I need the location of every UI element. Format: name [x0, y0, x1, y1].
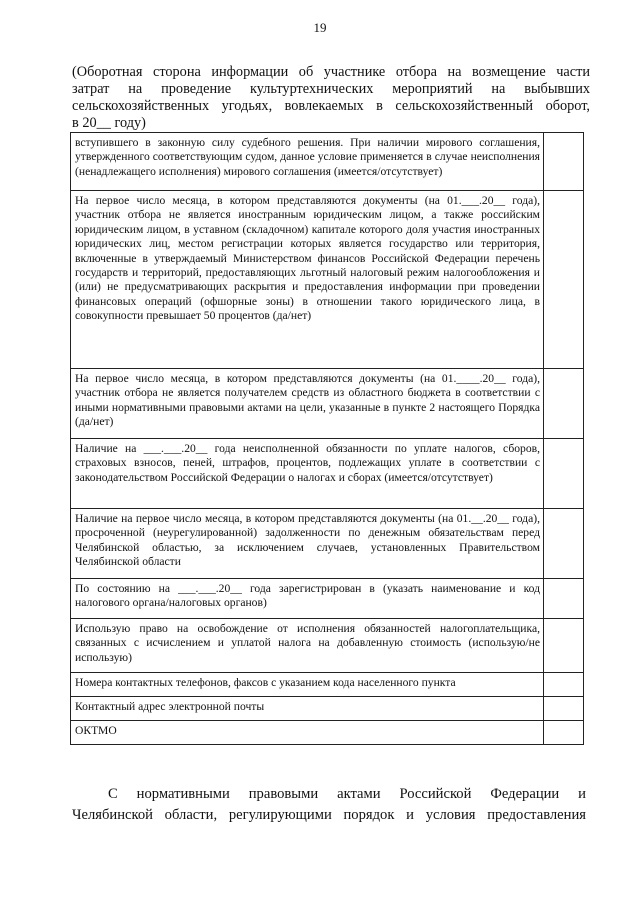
row-value-cell[interactable] [544, 697, 584, 721]
row-value-cell[interactable] [544, 619, 584, 673]
row-label: На первое число месяца, в котором представляются документы (на 01.___.20__ года), участник отбора не является иностранным юридическим лицом, а также российским юридическим лицом, в уставном (складочном) капитале которого доля участия иностранных юридических лиц, местом регистрации которых является государство или территория, включенные в утверждаемый Министерством финансов Российской Федерации перечень государств и территорий, предоставляющих льготный налоговый режим налогообложения и (или) не предусматривающих раскрытия и предоставления информации при проведении финансовых операций (офшорные зоны) в отношении такого юридического лица, в совокупности превышает 50 процентов (да/нет) [71, 191, 544, 369]
table-row [71, 509, 584, 579]
row-label: ОКТМО [71, 721, 544, 745]
closing-line: С нормативными правовыми актами Российской Федерации и [108, 786, 586, 802]
participant-info-table [70, 132, 584, 745]
table-row [71, 369, 584, 439]
table-row [71, 579, 584, 619]
table-row [71, 133, 584, 191]
row-label: вступившего в законную силу судебного решения. При наличии мирового соглашения, утвержденного соответствующим судом, данное условие применяется в случае неисполнения (ненадлежащего исполнения) мирового соглашения (имеется/отсутствует) [71, 133, 544, 191]
row-label: Наличие на первое число месяца, в котором представляются документы (на 01.__.20__ года), просроченной (неурегулированной) задолженности по денежным обязательствам перед Челябинской областью, за исключением случаев, установленных Правительством Челябинской области [71, 509, 544, 579]
heading-line: в 20__ году) [72, 115, 146, 131]
row-value-cell[interactable] [544, 721, 584, 745]
row-value-cell[interactable] [544, 439, 584, 509]
table-row [71, 619, 584, 673]
table-row [71, 721, 584, 745]
table-row [71, 191, 584, 369]
row-label: Номера контактных телефонов, факсов с указанием кода населенного пункта [71, 673, 544, 697]
closing-paragraph [72, 784, 586, 826]
row-value-cell[interactable] [544, 191, 584, 369]
closing-line: Челябинской области, регулирующими порядок и условия предоставления [72, 807, 586, 823]
heading-line: (Оборотная сторона информации об участнике отбора на возмещение части [72, 64, 590, 80]
heading-line: сельскохозяйственных угодьях, вовлекаемых в сельскохозяйственный оборот, [72, 98, 590, 114]
table-row [71, 673, 584, 697]
row-label: На первое число месяца, в котором представляются документы (на 01.____.20__ года), участник отбора не является получателем средств из областного бюджета в соответствии с иными нормативными правовыми актами на цели, указанные в пункте 2 настоящего Порядка (да/нет) [71, 369, 544, 439]
row-label: Контактный адрес электронной почты [71, 697, 544, 721]
row-label: Наличие на ___.___.20__ года неисполненной обязанности по уплате налогов, сборов, страховых взносов, пеней, штрафов, процентов, подлежащих уплате в соответствии с законодательством Российской Федерации о налогах и сборах (имеется/отсутствует) [71, 439, 544, 509]
row-label: По состоянию на ___.___.20__ года зарегистрирован в (указать наименование и код налогового органа/налоговых органов) [71, 579, 544, 619]
row-label: Использую право на освобождение от исполнения обязанностей налогоплательщика, связанных с исчислением и уплатой налога на добавленную стоимость (использую/не использую) [71, 619, 544, 673]
heading-line: затрат на проведение культуртехнических мероприятий на выбывших [72, 81, 590, 97]
table-row [71, 439, 584, 509]
form-heading [72, 64, 590, 132]
row-value-cell[interactable] [544, 509, 584, 579]
page-number: 19 [313, 20, 327, 35]
row-value-cell[interactable] [544, 579, 584, 619]
row-value-cell[interactable] [544, 673, 584, 697]
table-row [71, 697, 584, 721]
row-value-cell[interactable] [544, 369, 584, 439]
row-value-cell[interactable] [544, 133, 584, 191]
